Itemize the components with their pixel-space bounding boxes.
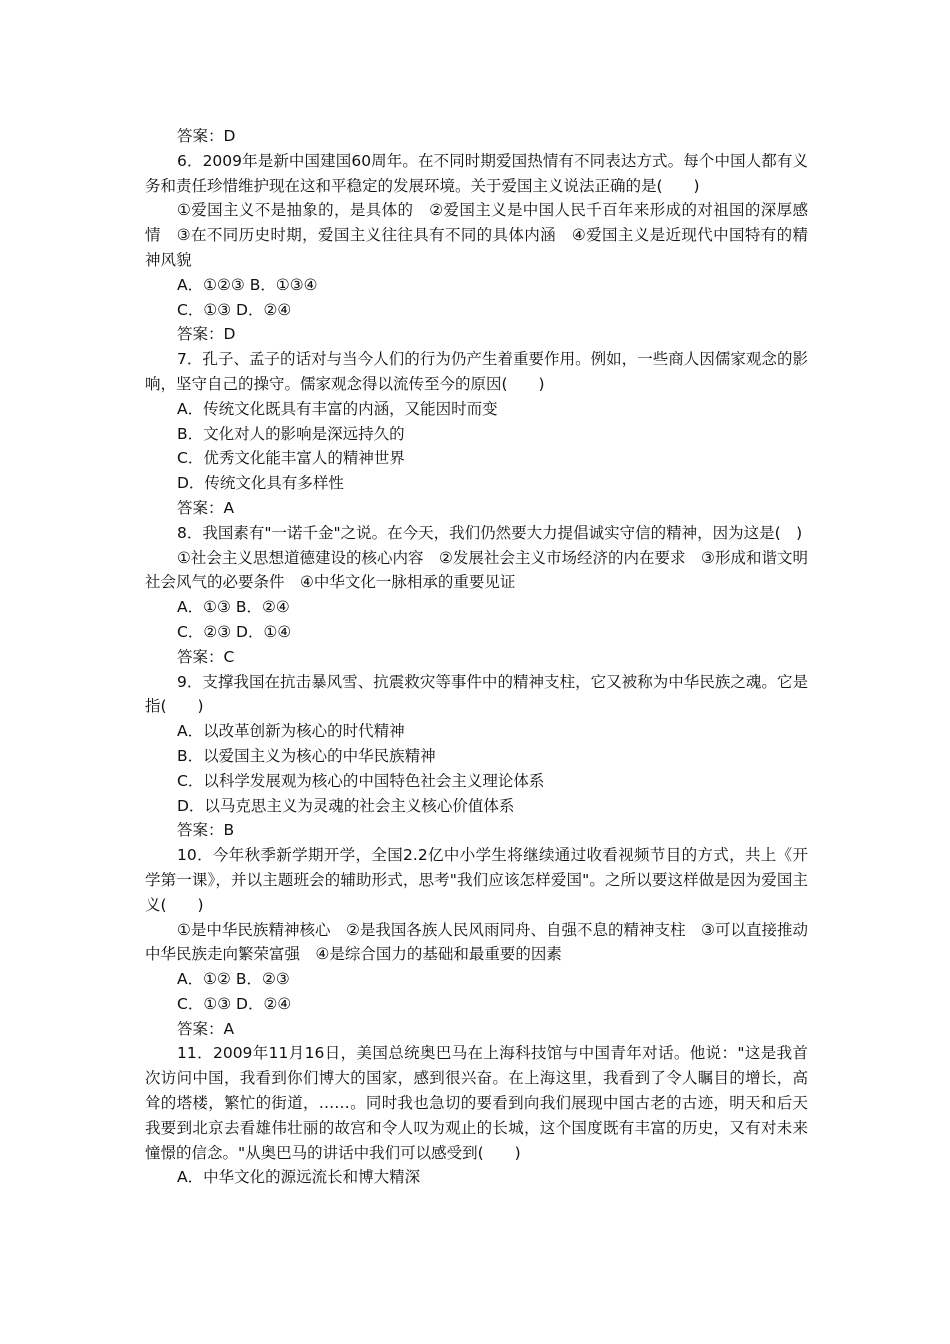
- question-6-statements: ①爱国主义不是抽象的，是具体的 ②爱国主义是中国人民千百年来形成的对祖国的深厚感情 ③在不同历史时期，爱国主义往往具有不同的具体内涵 ④爱国主义是近现代中国特有的精神风貌: [145, 201, 808, 269]
- answer-8: 答案：C: [177, 647, 235, 666]
- answer-9: 答案：B: [177, 821, 235, 840]
- question-11-stem: 11．2009年11月16日，美国总统奥巴马在上海科技馆与中国青年对话。他说："这是我首次访问中国，我看到你们博大的国家，感到很兴奋。在上海这里，我看到了令人瞩目的增长，高耸的塔楼，繁忙的街道，……。同时我也急切的要看到向我们展现中国古老的古迹，明天和后天我要到北京去看雄伟壮丽的故宫和令人叹为观止的长城，这个国度既有丰富的历史，又有对未来憧憬的信念。"从奥巴马的讲话中我们可以感受到( ): [145, 1044, 808, 1162]
- answer-10: 答案：A: [177, 1019, 235, 1038]
- answer-5: 答案：D: [177, 127, 236, 145]
- question-8-statements: ①社会主义思想道德建设的核心内容 ②发展社会主义市场经济的内在要求 ③形成和谐文明社会风气的必要条件 ④中华文化一脉相承的重要见证: [145, 548, 808, 592]
- question-7-option-b: B．文化对人的影响是深远持久的: [177, 424, 405, 443]
- question-6-options-ab: A．①②③ B．①③④: [177, 275, 318, 294]
- question-9-stem: 9．支撑我国在抗击暴风雪、抗震救灾等事件中的精神支柱，它又被称为中华民族之魂。它是指( ): [145, 672, 808, 716]
- question-8-stem: 8．我国素有"一诺千金"之说。在今天，我们仍然要大力提倡诚实守信的精神，因为这是( ): [177, 523, 803, 542]
- question-9-option-c: C．以科学发展观为核心的中国特色社会主义理论体系: [177, 771, 545, 790]
- question-6-options-cd: C．①③ D．②④: [177, 300, 292, 319]
- question-6-stem: 6．2009年是新中国建国60周年。在不同时期爱国热情有不同表达方式。每个中国人都有义务和责任珍惜维护现在这和平稳定的发展环境。关于爱国主义说法正确的是( ): [145, 151, 808, 195]
- question-7-stem: 7．孔子、孟子的话对与当今人们的行为仍产生着重要作用。例如，一些商人因儒家观念的影响，坚守自己的操守。儒家观念得以流传至今的原因( ): [145, 350, 808, 393]
- question-7-option-d: D．传统文化具有多样性: [177, 474, 344, 493]
- question-9-option-b: B．以爱国主义为核心的中华民族精神: [177, 746, 436, 765]
- question-7-option-a: A．传统文化既具有丰富的内涵，又能因时而变: [177, 399, 498, 418]
- question-10-options-cd: C．①③ D．②④: [177, 994, 292, 1013]
- question-10-statements: ①是中华民族精神核心 ②是我国各族人民风雨同舟、自强不息的精神支柱 ③可以直接推动中华民族走向繁荣富强 ④是综合国力的基础和最重要的因素: [145, 920, 808, 964]
- question-8-options-cd: C．②③ D．①④: [177, 622, 292, 641]
- document-page: [145, 124, 808, 1190]
- question-9-option-d: D．以马克思主义为灵魂的社会主义核心价值体系: [177, 796, 515, 815]
- question-7-option-c: C．优秀文化能丰富人的精神世界: [177, 449, 405, 468]
- question-10-options-ab: A．①② B．②③: [177, 970, 290, 989]
- answer-6: 答案：D: [177, 325, 236, 344]
- question-9-option-a: A．以改革创新为核心的时代精神: [177, 722, 405, 741]
- answer-7: 答案：A: [177, 498, 235, 517]
- question-11-option-a: A．中华文化的源远流长和博大精深: [177, 1168, 421, 1187]
- question-10-stem: 10．今年秋季新学期开学，全国2.2亿中小学生将继续通过收看视频节目的方式，共上《开学第一课》，并以主题班会的辅助形式，思考"我们应该怎样爱国"。之所以要这样做是因为爱国主义( ): [145, 846, 808, 914]
- question-8-options-ab: A．①③ B．②④: [177, 598, 290, 617]
